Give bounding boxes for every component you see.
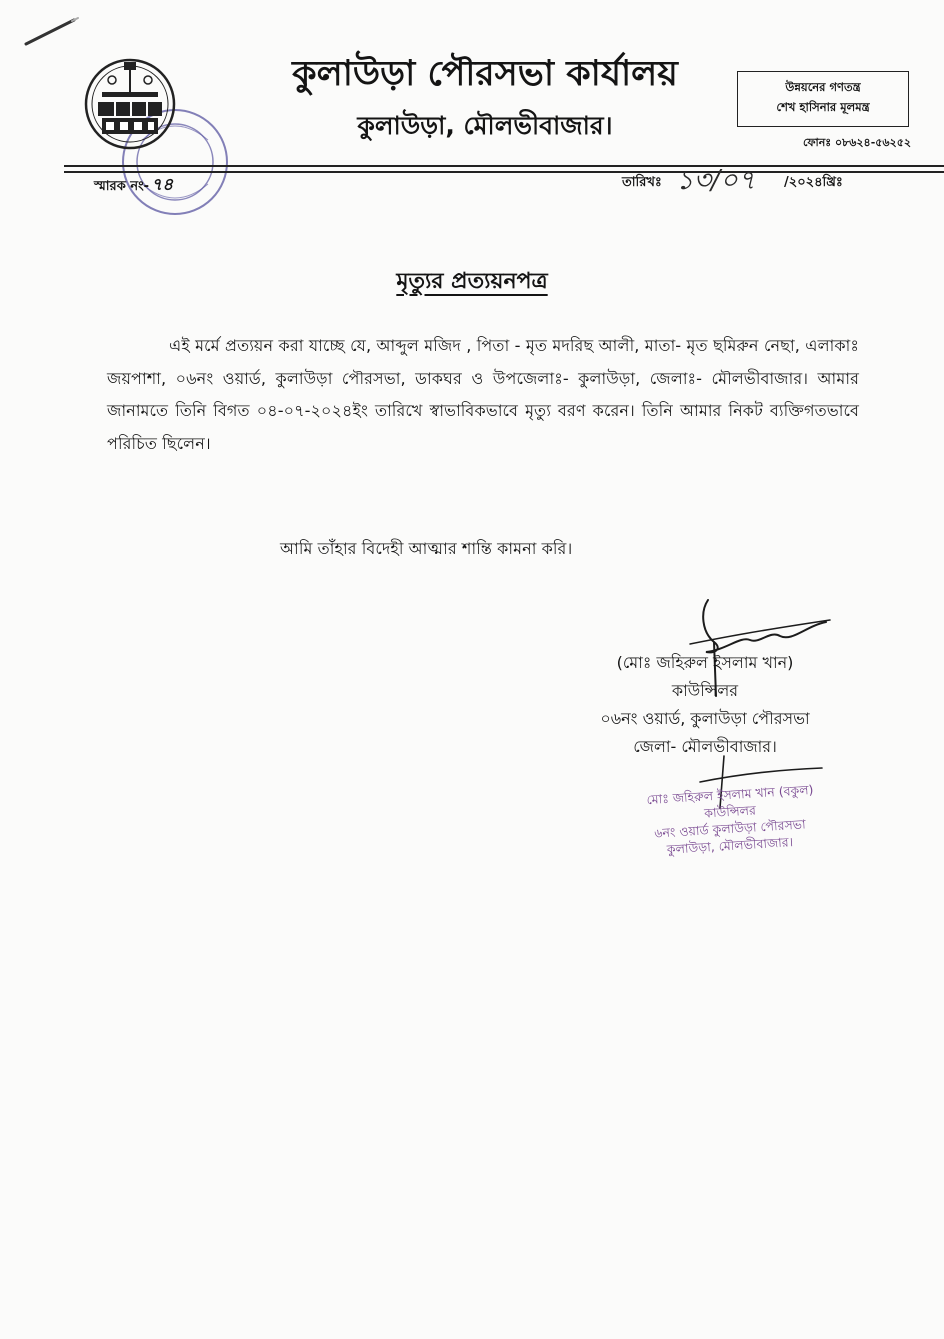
phone-number: ফোনঃ ০৮৬২৪-৫৬২৫২ <box>803 136 911 149</box>
stamp-line-3: ৬নং ওয়ার্ড কুলাউড়া পৌরসভা <box>653 816 807 841</box>
reference-number <box>94 172 173 200</box>
certificate-body: এই মর্মে প্রত্যয়ন করা যাচ্ছে যে, আব্দুল মজিদ , পিতা - মৃত মদরিছ আলী, মাতা- মৃত ছমিরুন নেছা, এলাকাঃ জয়পাশা, ০৬নং ওয়ার্ড, কুলাউড়া পৌরসভা, ডাকঘর ও উপজেলাঃ- কুলাউড়া, জেলাঃ- মৌলভীবাজার। আমার জানামতে তিনি বিগত ০৪-০৭-২০২৪ইং তারিখে স্বাভাবিকভাবে মৃত্যু বরণ করেন। তিনি আমার নিকট ব্যক্তিগতভাবে পরিচিত ছিলেন। <box>107 336 859 453</box>
office-address: কুলাউড়া, মৌলভীবাজার। <box>357 111 613 140</box>
stamp-line-1: মোঃ জহিরুল ইসলাম খান (বকুল) <box>646 781 814 808</box>
pen-mark <box>22 14 82 50</box>
signatory-designation: কাউন্সিলর <box>671 681 739 700</box>
header-divider-top <box>64 165 944 167</box>
signatory-district: জেলা- মৌলভীবাজার। <box>633 737 777 756</box>
office-title: কুলাউড়া পৌরসভা কার্যালয় <box>292 54 678 94</box>
date-label: তারিখঃ <box>622 175 662 190</box>
councillor-stamp <box>600 770 860 860</box>
reference-value: ৭৪ <box>151 175 174 195</box>
stamp-line-4: কুলাউড়া, মৌলভীবাজার। <box>666 834 794 857</box>
closing-prayer: আমি তাঁহার বিদেহী আত্মার শান্তি কামনা করি। <box>280 539 573 558</box>
certificate-heading: মৃত্যুর প্রত্যয়নপত্র <box>396 269 548 294</box>
stamp-line-2: কাউন্সিলর <box>703 802 757 821</box>
motto-box <box>737 71 909 127</box>
signatory-block <box>570 649 840 761</box>
signatory-ward: ০৬নং ওয়ার্ড, কুলাউড়া পৌরসভা <box>600 709 810 728</box>
signatory-name: (মোঃ জহিরুল ইসলাম খান) <box>616 653 794 672</box>
motto-line-1: উন্নয়নের গণতন্ত্র <box>785 80 861 94</box>
date-year: /২০২৪খ্রিঃ <box>784 175 843 190</box>
motto-line-2: শেখ হাসিনার মূলমন্ত্র <box>776 100 870 114</box>
date-handwritten: ১৩/০৭ <box>676 165 756 196</box>
reference-label: স্মারক নং- <box>94 179 150 194</box>
